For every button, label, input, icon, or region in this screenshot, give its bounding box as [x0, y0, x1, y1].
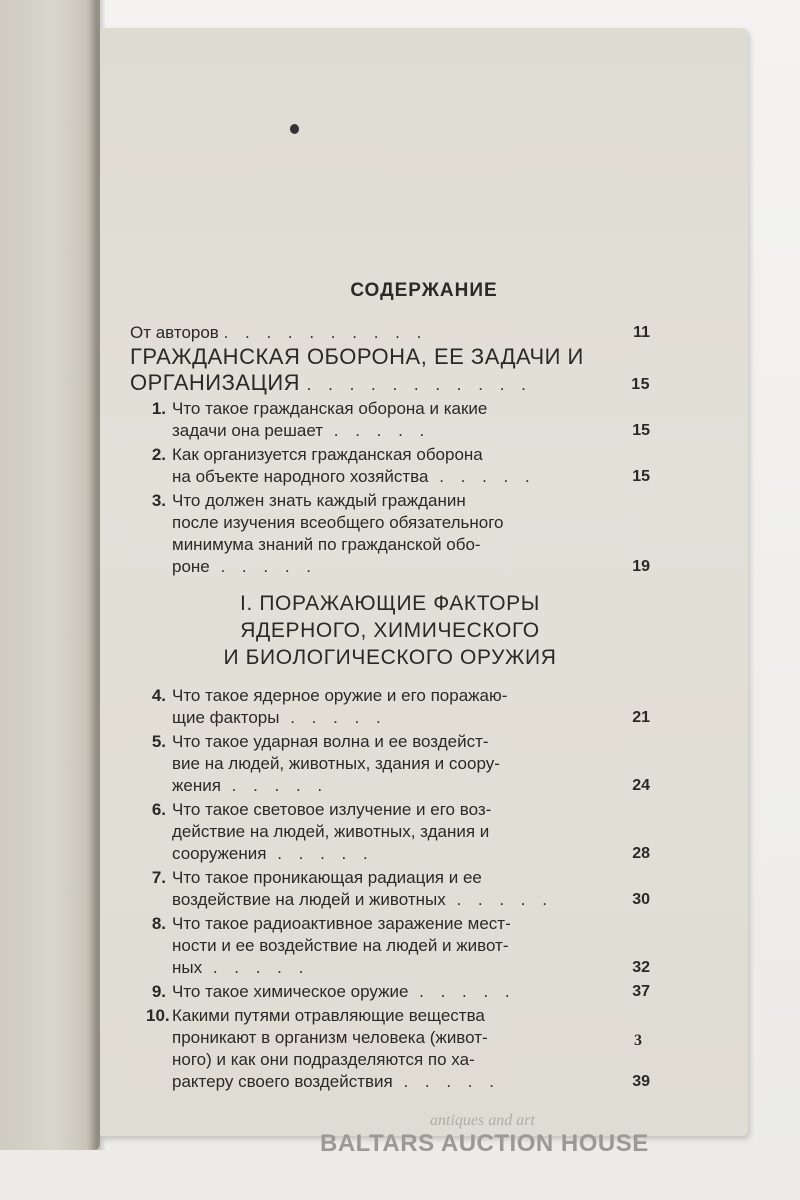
toc-items-group-a — [130, 398, 650, 578]
toc-item-text-line: ности и ее воздействие на людей и живот- — [172, 936, 509, 955]
toc-item-text-line: Что такое проникающая радиация и ее — [172, 868, 482, 887]
toc-page-number: 37 — [632, 983, 650, 1000]
toc-page-number: 19 — [632, 558, 650, 575]
toc-item-number: 4. — [151, 686, 166, 705]
leader-dots: . . . . . — [279, 708, 387, 727]
toc-item — [130, 913, 650, 979]
toc-item — [130, 685, 650, 729]
toc-item-text-line: Какими путями отравляющие вещества — [172, 1006, 485, 1025]
toc-item — [130, 799, 650, 865]
toc-title: СОДЕРЖАНИЕ — [350, 280, 498, 301]
toc-item-number: 6. — [151, 800, 166, 819]
toc-item-text-line: воздействие на людей и животных — [172, 890, 446, 909]
leader-dots: . . . . . — [220, 776, 329, 795]
leader-dots: . . . . . — [266, 844, 374, 863]
toc-item-text-line: Что такое химическое оружие — [172, 982, 409, 1001]
toc-item-text-line: щие факторы — [172, 708, 280, 727]
toc-item-text-line: Что такое гражданская оборона и какие — [172, 399, 488, 418]
leader-dots: . . . . . — [428, 467, 536, 486]
toc-page-number: 24 — [632, 777, 650, 794]
toc-item — [130, 398, 650, 442]
toc-item-text-line: Что должен знать каждый гражданин — [172, 491, 466, 510]
toc-page-number: 21 — [632, 709, 650, 726]
toc-item-text-line: сооружения — [172, 844, 267, 863]
leader-dots: . . . . . — [323, 421, 431, 440]
table-of-contents — [130, 322, 650, 1095]
toc-item — [130, 981, 650, 1003]
section-line-1: ГРАЖДАНСКАЯ ОБОРОНА, ЕЕ ЗАДАЧИ И — [130, 344, 584, 369]
toc-item-text-line: ных — [172, 958, 203, 977]
toc-section-heading: ГРАЖДАНСКАЯ ОБОРОНА, ЕЕ ЗАДАЧИ И ОРГАНИЗАЦИЯ . . . . . . . . . . . 15 — [130, 344, 650, 398]
leader-dots: . . . . . — [445, 890, 553, 909]
toc-item-text-line: роне — [172, 557, 210, 576]
part-line-1: I. ПОРАЖАЮЩИЕ ФАКТОРЫ — [240, 592, 540, 615]
toc-item-text-line: рактеру своего воздействия — [172, 1072, 393, 1091]
leader-dots: . . . . . — [408, 982, 516, 1001]
toc-item-number: 10. — [146, 1006, 170, 1025]
toc-intro: От авторов . . . . . . . . . . 11 — [130, 323, 650, 342]
toc-item-text-line: вие на людей, животных, здания и соору- — [172, 754, 500, 773]
part-line-2: ЯДЕРНОГО, ХИМИЧЕСКОГО — [240, 619, 540, 642]
ink-spot — [290, 124, 299, 134]
toc-item-number: 5. — [151, 732, 166, 751]
toc-item-text-line: проникают в организм человека (живот- — [172, 1028, 488, 1047]
toc-page-number: 28 — [632, 845, 650, 862]
toc-item-text-line: минимума знаний по гражданской обо- — [172, 535, 481, 554]
toc-item-text-line: на объекте народного хозяйства — [172, 467, 429, 486]
toc-item — [130, 867, 650, 911]
toc-item-text-line: Что такое ударная волна и ее воздейст- — [172, 732, 489, 751]
toc-part-heading — [130, 590, 650, 671]
leader-dots: . . . . . — [392, 1072, 500, 1091]
toc-item-number: 2. — [151, 445, 166, 464]
toc-item-text-line: действие на людей, животных, здания и — [172, 822, 490, 841]
leader-dots: . . . . . — [209, 557, 317, 576]
toc-item — [130, 490, 650, 578]
toc-item-text-line: Что такое световое излучение и его воз- — [172, 800, 492, 819]
toc-page-number: 15 — [632, 468, 650, 485]
leader-dots: . . . . . — [202, 958, 310, 977]
toc-item — [130, 444, 650, 488]
toc-page-number: 15 — [632, 422, 650, 439]
toc-item-number: 1. — [151, 399, 166, 418]
toc-item-number: 3. — [151, 491, 166, 510]
toc-page-number: 32 — [632, 959, 650, 976]
toc-page-number: 30 — [632, 891, 650, 908]
watermark-tagline: antiques and art — [430, 1112, 535, 1129]
toc-item-text-line: после изучения всеобщего обязательного — [172, 513, 504, 532]
toc-item-text-line: задачи она решает — [172, 421, 324, 440]
toc-item-text-line: Что такое радиоактивное заражение мест- — [172, 914, 511, 933]
toc-item-number: 7. — [151, 868, 166, 887]
page-folio: 3 — [634, 1032, 642, 1049]
toc-item — [130, 1005, 650, 1093]
toc-item — [130, 731, 650, 797]
toc-item-text-line: ного) и как они подразделяются по ха- — [172, 1050, 475, 1069]
toc-item-text-line: Что такое ядерное оружие и его поражаю- — [172, 686, 508, 705]
toc-intro-text: От авторов — [130, 323, 219, 342]
toc-page-number: 39 — [632, 1073, 650, 1090]
toc-page-number: 11 — [633, 324, 650, 341]
part-line-3: И БИОЛОГИЧЕСКОГО ОРУЖИЯ — [223, 646, 557, 669]
toc-item-number: 8. — [151, 914, 166, 933]
section-line-2: ОРГАНИЗАЦИЯ — [130, 370, 301, 395]
watermark-name: BALTARS AUCTION HOUSE — [320, 1130, 649, 1157]
toc-item-number: 9. — [151, 982, 166, 1001]
toc-items-group-b — [130, 685, 650, 1093]
toc-item-text-line: Как организуется гражданская оборона — [172, 445, 483, 464]
facing-page-edge — [0, 0, 100, 1150]
toc-item-text-line: жения — [172, 776, 221, 795]
toc-page-number: 15 — [631, 376, 650, 393]
